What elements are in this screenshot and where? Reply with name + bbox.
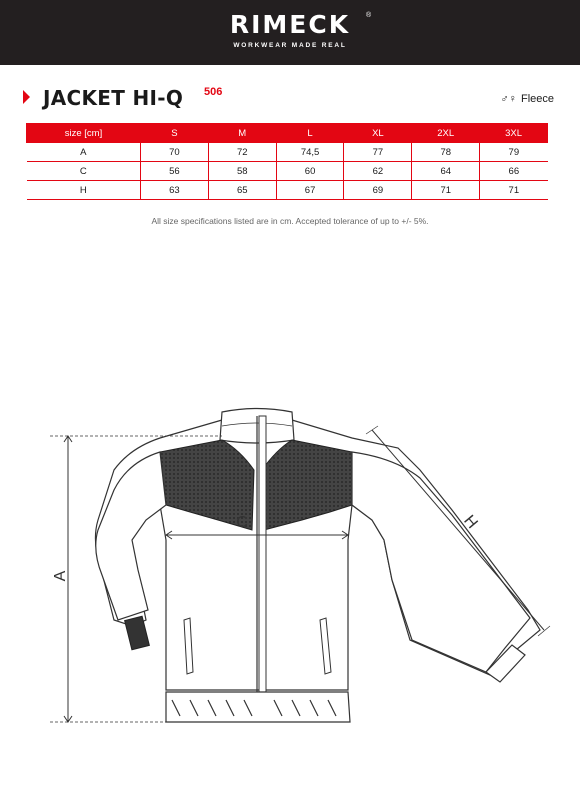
table-cell: 67 xyxy=(276,181,344,200)
unisex-icon: ♂♀ xyxy=(500,93,517,105)
table-cell: A xyxy=(27,143,141,162)
product-title-row xyxy=(23,86,558,110)
brand-logo: RIMECK xyxy=(229,10,351,39)
table-cell: 70 xyxy=(141,143,209,162)
registered-mark: ® xyxy=(366,12,372,19)
left-cuff-reflective xyxy=(125,616,150,649)
size-header-cell: size [cm] xyxy=(27,124,141,143)
table-cell: 65 xyxy=(208,181,276,200)
table-cell: 78 xyxy=(412,143,480,162)
table-cell: H xyxy=(27,181,141,200)
table-cell: 71 xyxy=(412,181,480,200)
size-table xyxy=(26,123,548,200)
table-cell: 56 xyxy=(141,162,209,181)
material-label xyxy=(500,93,554,105)
size-header-cell: 2XL xyxy=(412,124,480,143)
table-cell: C xyxy=(27,162,141,181)
table-cell: 72 xyxy=(208,143,276,162)
dimension-label-a: A xyxy=(52,570,69,582)
jacket-diagram xyxy=(0,395,580,735)
table-row xyxy=(27,143,548,162)
table-cell: 58 xyxy=(208,162,276,181)
chevron-right-icon xyxy=(23,90,30,104)
size-header-cell: L xyxy=(276,124,344,143)
brand-tagline: WORKWEAR MADE REAL xyxy=(233,42,347,49)
size-header-cell: M xyxy=(208,124,276,143)
table-cell: 60 xyxy=(276,162,344,181)
right-sleeve xyxy=(352,452,530,672)
product-code: 506 xyxy=(204,86,223,98)
tolerance-note: All size specifications listed are in cm. Accepted tolerance of up to +/- 5%. xyxy=(151,216,429,226)
dimension-label-c: C xyxy=(236,514,248,531)
table-cell: 71 xyxy=(480,181,548,200)
table-cell: 63 xyxy=(141,181,209,200)
table-cell: 64 xyxy=(412,162,480,181)
zipper-tape xyxy=(259,416,266,722)
size-header-cell: XL xyxy=(344,124,412,143)
table-cell: 62 xyxy=(344,162,412,181)
table-row xyxy=(27,162,548,181)
table-cell: 69 xyxy=(344,181,412,200)
size-header-cell: S xyxy=(141,124,209,143)
table-cell: 77 xyxy=(344,143,412,162)
brand-header xyxy=(0,0,580,65)
table-cell: 66 xyxy=(480,162,548,181)
size-header-cell: 3XL xyxy=(480,124,548,143)
size-table-header-row xyxy=(27,124,548,143)
table-cell: 79 xyxy=(480,143,548,162)
table-cell: 74,5 xyxy=(276,143,344,162)
left-sleeve xyxy=(96,452,166,620)
material-text: Fleece xyxy=(520,93,554,105)
dimension-label-h: H xyxy=(460,512,481,532)
table-row xyxy=(27,181,548,200)
product-name: JACKET HI-Q xyxy=(43,86,184,110)
